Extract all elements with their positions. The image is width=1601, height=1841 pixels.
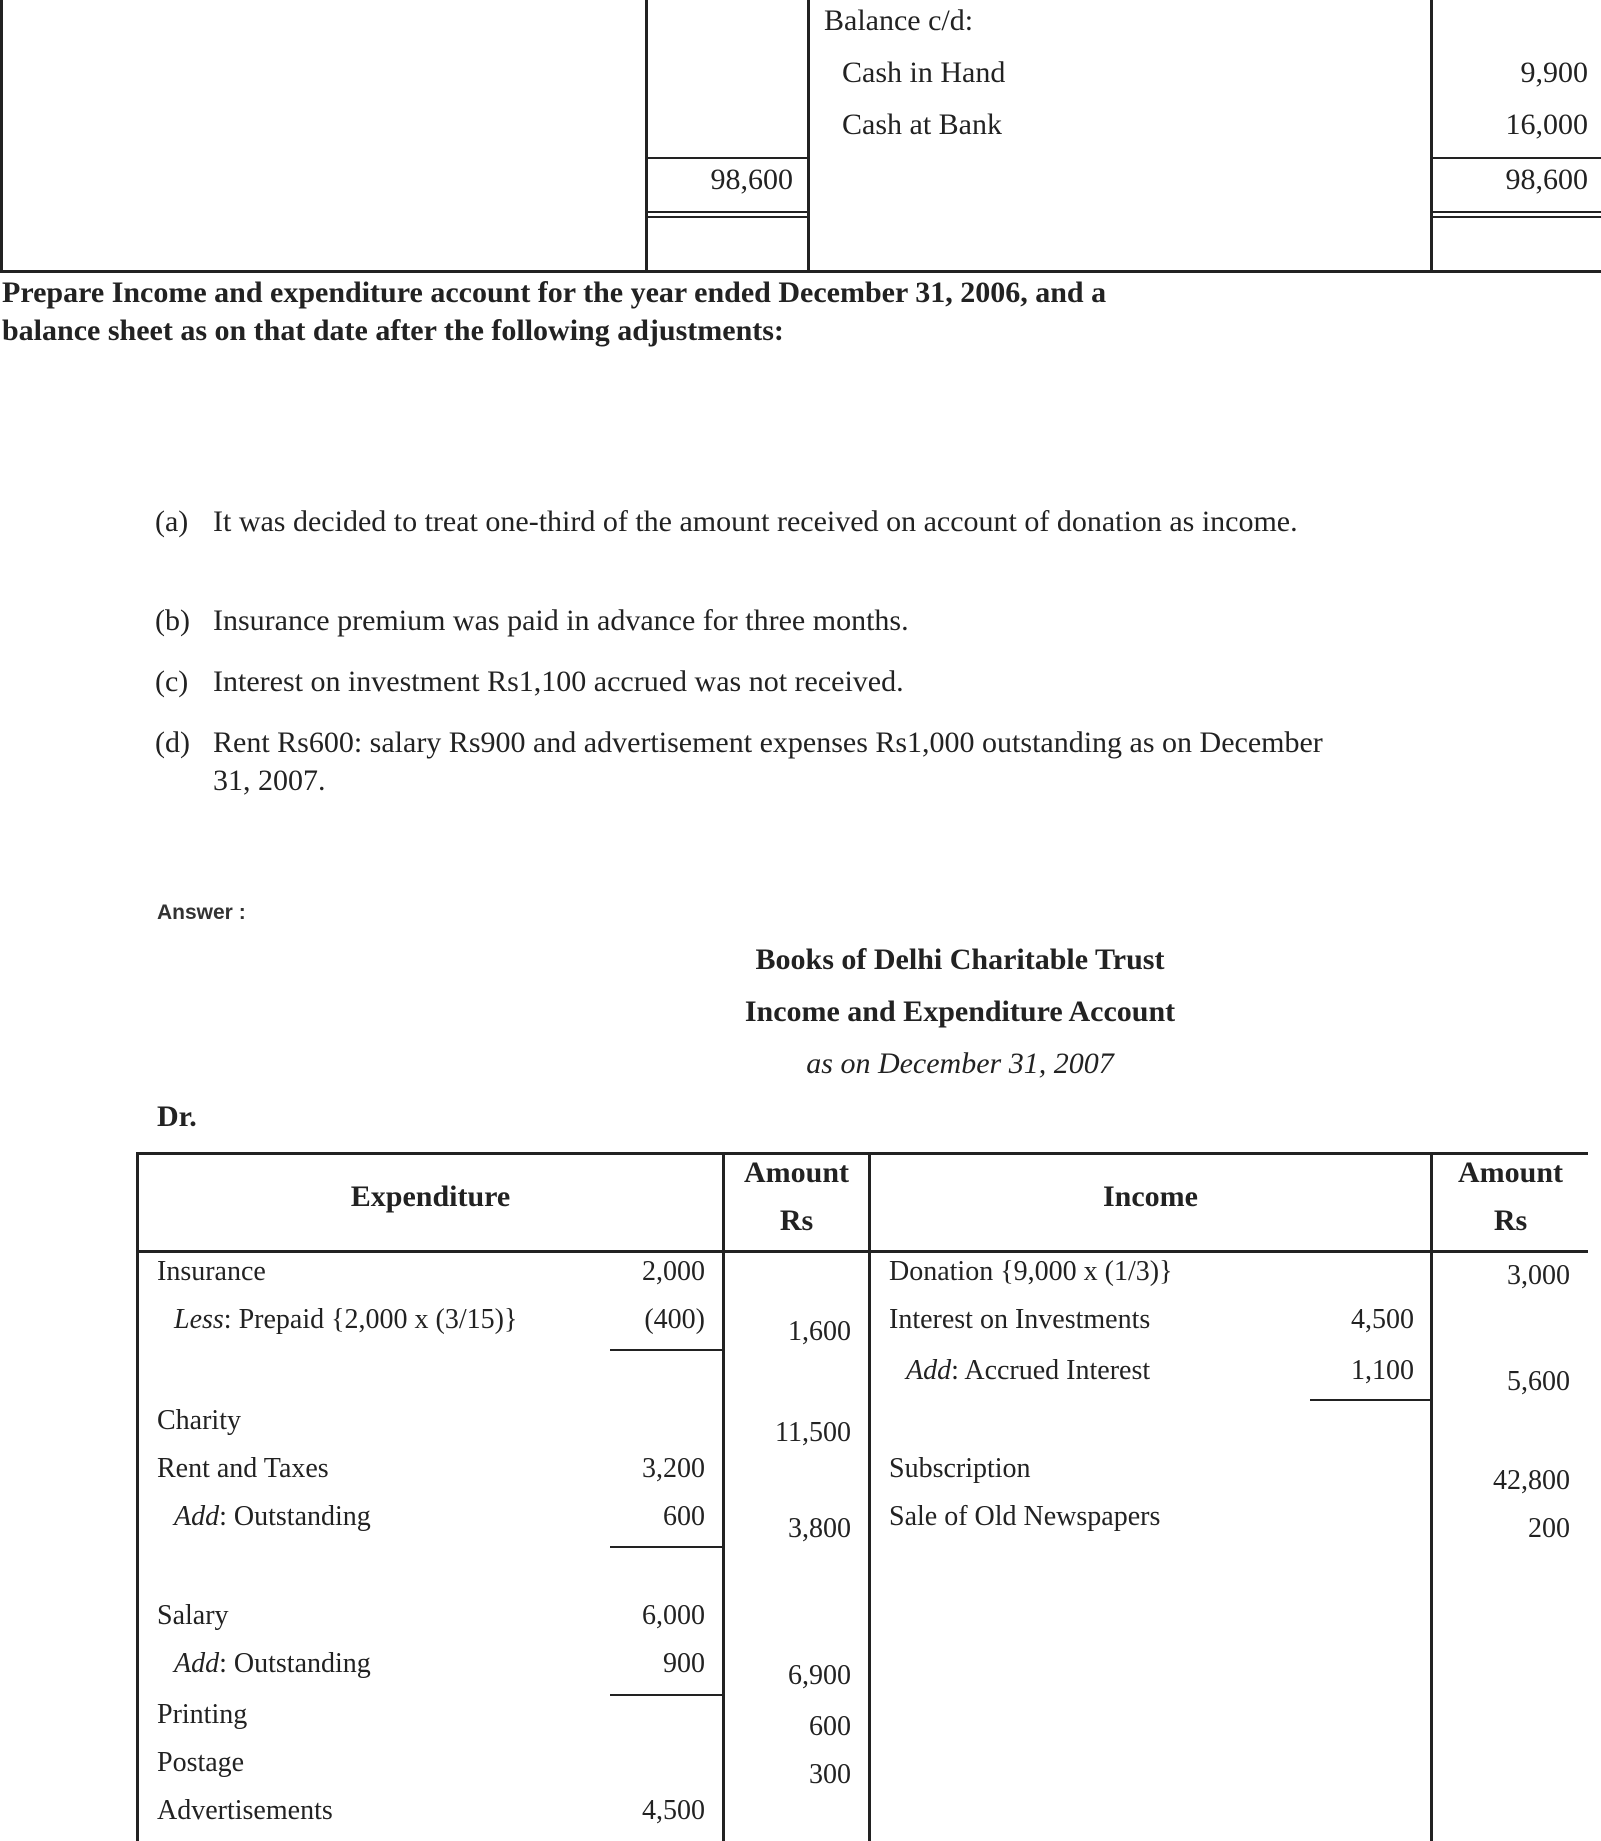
rent-label: Rent and Taxes bbox=[157, 1453, 329, 1484]
total-left: 98,600 bbox=[710, 163, 793, 196]
accrued-label bbox=[906, 1355, 1150, 1387]
insurance-label: Insurance bbox=[157, 1256, 266, 1287]
donation-label: Donation {9,000 x (1/3)} bbox=[889, 1256, 1173, 1287]
add-word-1: Add bbox=[174, 1501, 220, 1532]
adjustment-label-c: (c) bbox=[155, 665, 189, 698]
salary-outstanding-amount: 900 bbox=[663, 1648, 705, 1679]
header-expenditure: Expenditure bbox=[350, 1180, 511, 1213]
balance-cd-label: Balance c/d: bbox=[824, 4, 974, 37]
insurance-amount: 2,000 bbox=[642, 1256, 705, 1287]
advertisements-amount: 4,500 bbox=[642, 1795, 705, 1826]
rent-total: 3,800 bbox=[788, 1513, 851, 1544]
interest-amount: 4,500 bbox=[1351, 1304, 1414, 1335]
charity-total: 11,500 bbox=[775, 1417, 851, 1448]
adjustment-text-d: Rent Rs600: salary Rs900 and advertisement expenses Rs1,000 outstanding as on December 31, 2007. bbox=[213, 726, 1323, 797]
cash-in-hand-value: 9,900 bbox=[1520, 56, 1588, 89]
donation-total: 3,000 bbox=[1507, 1260, 1570, 1291]
accrued-text: : Accrued Interest bbox=[951, 1355, 1151, 1386]
outstanding-text-2: : Outstanding bbox=[219, 1648, 371, 1679]
prepaid-amount: (400) bbox=[644, 1304, 705, 1335]
cash-in-hand-label: Cash in Hand bbox=[842, 56, 1006, 89]
newspapers-label: Sale of Old Newspapers bbox=[889, 1501, 1161, 1532]
rent-outstanding-label bbox=[174, 1501, 371, 1533]
add-word-3: Add bbox=[906, 1355, 952, 1386]
interest-total: 5,600 bbox=[1507, 1366, 1570, 1397]
adjustment-text-a: It was decided to treat one-third of the amount received on account of donation as income. bbox=[213, 505, 1298, 538]
salary-outstanding-label bbox=[174, 1648, 371, 1680]
newspapers-total: 200 bbox=[1528, 1513, 1570, 1544]
salary-total: 6,900 bbox=[788, 1660, 851, 1691]
heading-line-2: Income and Expenditure Account bbox=[744, 995, 1176, 1028]
heading-line-1: Books of Delhi Charitable Trust bbox=[755, 943, 1165, 976]
salary-label: Salary bbox=[157, 1600, 229, 1631]
add-word-2: Add bbox=[174, 1648, 220, 1679]
prepaid-label bbox=[174, 1304, 517, 1336]
header-rs-2: Rs bbox=[1493, 1204, 1528, 1237]
postage-label: Postage bbox=[157, 1747, 245, 1778]
adjustment-text-c: Interest on investment Rs1,100 accrued was not received. bbox=[213, 665, 904, 698]
prepaid-text: : Prepaid {2,000 x (3/15)} bbox=[223, 1304, 518, 1335]
advertisements-label: Advertisements bbox=[157, 1795, 333, 1826]
question-line-2: balance sheet as on that date after the following adjustments: bbox=[2, 314, 784, 347]
dr-label: Dr. bbox=[157, 1100, 197, 1133]
rent-amount: 3,200 bbox=[642, 1453, 705, 1484]
total-right: 98,600 bbox=[1505, 163, 1588, 196]
less-word: Less bbox=[174, 1304, 224, 1335]
printing-label: Printing bbox=[157, 1699, 248, 1730]
charity-label: Charity bbox=[157, 1405, 241, 1436]
heading-line-3: as on December 31, 2007 bbox=[806, 1047, 1114, 1080]
adjustment-label-a: (a) bbox=[155, 505, 189, 538]
rent-outstanding-amount: 600 bbox=[663, 1501, 705, 1532]
salary-amount: 6,000 bbox=[642, 1600, 705, 1631]
adjustment-text-b: Insurance premium was paid in advance for three months. bbox=[213, 604, 909, 637]
question-line-1: Prepare Income and expenditure account for the year ended December 31, 2006, and a bbox=[2, 276, 1107, 309]
postage-total: 300 bbox=[809, 1759, 851, 1790]
interest-label: Interest on Investments bbox=[889, 1304, 1151, 1335]
adjustment-label-b: (b) bbox=[155, 604, 190, 637]
accrued-amount: 1,100 bbox=[1351, 1355, 1414, 1386]
cash-at-bank-value: 16,000 bbox=[1505, 108, 1588, 141]
header-rs-1: Rs bbox=[779, 1204, 814, 1237]
header-amount-1: Amount bbox=[743, 1156, 849, 1189]
printing-total: 600 bbox=[809, 1711, 851, 1742]
outstanding-text-1: : Outstanding bbox=[219, 1501, 371, 1532]
answer-label: Answer : bbox=[157, 901, 246, 924]
subscription-total: 42,800 bbox=[1493, 1465, 1570, 1496]
subscription-label: Subscription bbox=[889, 1453, 1031, 1484]
adjustment-label-d: (d) bbox=[155, 726, 190, 759]
header-income: Income bbox=[1103, 1180, 1198, 1213]
cash-at-bank-label: Cash at Bank bbox=[842, 108, 1002, 141]
insurance-total: 1,600 bbox=[788, 1316, 851, 1347]
header-amount-2: Amount bbox=[1457, 1156, 1563, 1189]
